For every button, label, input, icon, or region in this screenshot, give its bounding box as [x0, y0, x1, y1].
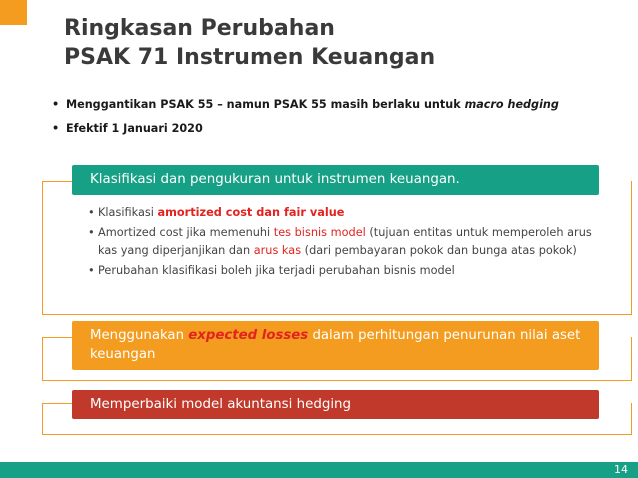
accent-square [0, 0, 27, 25]
list-item: • Perubahan klasifikasi boleh jika terjadi perubahan bisnis model [88, 262, 608, 280]
section-classification-header: Klasifikasi dan pengukuran untuk instrumen keuangan. [72, 165, 599, 195]
summary-bullets [52, 97, 559, 145]
section-classification-list [88, 204, 608, 282]
footer-bar [0, 462, 638, 478]
expected-losses-text: expected losses [188, 328, 309, 343]
highlight-text: tes bisnis model [273, 226, 366, 239]
page-title-line-1: Ringkasan Perubahan [64, 16, 335, 41]
page-number: 14 [614, 463, 628, 476]
highlight-text: arus kas [253, 244, 302, 257]
bullet-effective-date: • Efektif 1 Januari 2020 [52, 121, 559, 145]
bullet-replace-psak55: • Menggantikan PSAK 55 – namun PSAK 55 masih berlaku untuk macro hedging [52, 97, 559, 121]
list-item: • Klasifikasi amortized cost dan fair value [88, 204, 608, 222]
section-hedging-header: Memperbaiki model akuntansi hedging [72, 390, 599, 419]
highlight-text: amortized cost dan fair value [157, 206, 345, 219]
macro-hedging-text: macro hedging [464, 98, 559, 111]
list-item: • Amortized cost jika memenuhi tes bisnis model (tujuan entitas untuk memperoleh arus kas yang diperjanjikan dan arus kas (dari pembayaran pokok dan bunga atas pokok) [88, 224, 608, 260]
section-expected-losses-header: Menggunakan expected losses dalam perhitungan penurunan nilai aset keuangan [72, 321, 599, 370]
page-title-line-2: PSAK 71 Instrumen Keuangan [64, 45, 436, 70]
page-title [64, 14, 435, 72]
